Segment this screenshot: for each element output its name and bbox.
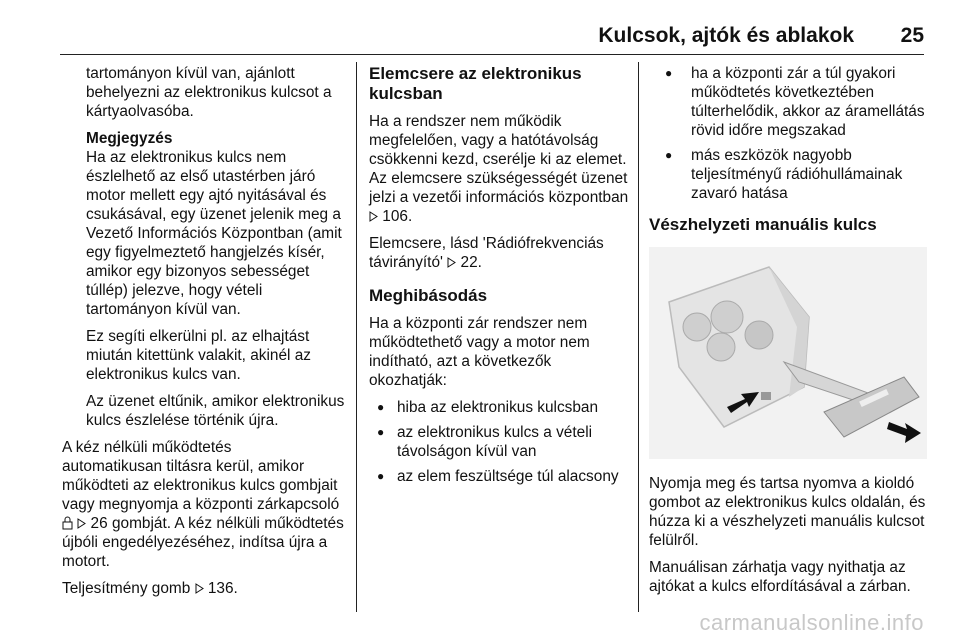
handsfree-heading: A kéz nélküli működtetés bbox=[62, 439, 232, 456]
battery-heading: Elemcsere az elektronikus kulcsban bbox=[369, 64, 582, 103]
performance-paragraph bbox=[62, 579, 346, 598]
performance-text: Teljesítmény gomb bbox=[62, 580, 191, 597]
faults-intro: Ha a központi zár rendszer nem működtethető vagy a motor nem indítható, azt a következők okozhatják: bbox=[369, 315, 590, 389]
emergency-key-illustration bbox=[649, 247, 927, 459]
column-divider bbox=[356, 62, 357, 612]
note-paragraph: Az üzenet eltűnik, amikor elektronikus kulcs észlelése történik újra. bbox=[86, 393, 345, 429]
column-divider bbox=[638, 62, 639, 612]
battery-paragraph bbox=[369, 234, 633, 272]
intro-paragraph: tartományon kívül van, ajánlott behelyezni az elektronikus kulcsot a kártyaolvasóba. bbox=[86, 65, 332, 120]
battery-paragraph bbox=[369, 112, 633, 226]
watermark: carmanualsonline.info bbox=[699, 610, 924, 635]
battery-text: Ha a rendszer nem működik megfelelően, vagy a hatótávolság csökkenni kezd, cserélje ki az elemet. Az elemcsere szükségességét üzenet jelzi a vezetői információs központban bbox=[369, 113, 629, 206]
note-heading: Megjegyzés bbox=[86, 130, 173, 147]
faults-heading: Meghibásodás bbox=[369, 286, 488, 305]
note-paragraph: Ez segíti elkerülni pl. az elhajtást miután kitettünk valakit, akinél az elektronikus kulcs van. bbox=[86, 328, 311, 383]
page-reference[interactable]: 106. bbox=[378, 208, 413, 225]
triangle-right-icon bbox=[77, 518, 86, 529]
page-number: 25 bbox=[900, 24, 924, 47]
note-block bbox=[76, 129, 346, 430]
header-divider bbox=[60, 54, 924, 55]
column-3 bbox=[649, 64, 929, 604]
faults-list bbox=[369, 398, 633, 486]
note-paragraph: Ha az elektronikus kulcs nem észlelhető az első utastérben járó motor mellett egy ajtó nyitásával és csukásával, egy üzenet jelenik meg a Vezető Információs Központban (amit egy figyelmeztető hangjelzés kísér, amikor egy bizonyos sebességet túllép) jelezve, hogy vételi tartományon kívül van. bbox=[86, 149, 342, 318]
handsfree-paragraph bbox=[62, 438, 346, 571]
list-item: ● az elem feszültsége túl alacsony bbox=[369, 467, 633, 486]
list-item: ● ha a központi zár a túl gyakori működtetés következtében túlterhelődik, akkor az áramellátás rövid időre megszakad bbox=[649, 64, 929, 140]
column-2 bbox=[369, 64, 633, 494]
causes-list bbox=[649, 64, 929, 203]
emergency-heading: Vészhelyzeti manuális kulcs bbox=[649, 215, 877, 234]
battery-text: Elemcsere, lásd 'Rádiófrekvenciás távirányító' bbox=[369, 235, 604, 271]
triangle-right-icon bbox=[195, 583, 204, 594]
list-item: ● az elektronikus kulcs a vételi távolságon kívül van bbox=[369, 423, 633, 461]
list-item: ● hiba az elektronikus kulcsban bbox=[369, 398, 633, 417]
emergency-paragraph: Manuálisan zárhatja vagy nyithatja az ajtókat a kulcs elfordításával a zárban. bbox=[649, 559, 911, 595]
page-reference[interactable]: 22. bbox=[456, 254, 482, 271]
triangle-right-icon bbox=[369, 211, 378, 222]
emergency-paragraph: Nyomja meg és tartsa nyomva a kioldó gombot az elektronikus kulcs oldalán, és húzza ki a vészhelyzeti manuális kulcsot felülről. bbox=[649, 475, 926, 549]
handsfree-text: automatikusan tiltásra kerül, amikor működteti az elektronikus kulcs gombjait vagy megnyomja a központi zárkapcsoló bbox=[62, 458, 340, 513]
page-reference[interactable]: 26 bbox=[86, 515, 108, 532]
page-reference[interactable]: 136. bbox=[203, 580, 238, 597]
list-item: ● más eszközök nagyobb teljesítményű rádióhullámainak zavaró hatása bbox=[649, 146, 929, 203]
handsfree-text: gombját. A kéz nélküli működtetés újbóli engedélyezéséhez, indítsa újra a motort. bbox=[62, 515, 344, 570]
page-header bbox=[60, 24, 924, 54]
page-title: Kulcsok, ajtók és ablakok bbox=[598, 24, 854, 47]
column-1 bbox=[62, 64, 346, 606]
triangle-right-icon bbox=[447, 257, 456, 268]
padlock-icon bbox=[62, 516, 73, 530]
